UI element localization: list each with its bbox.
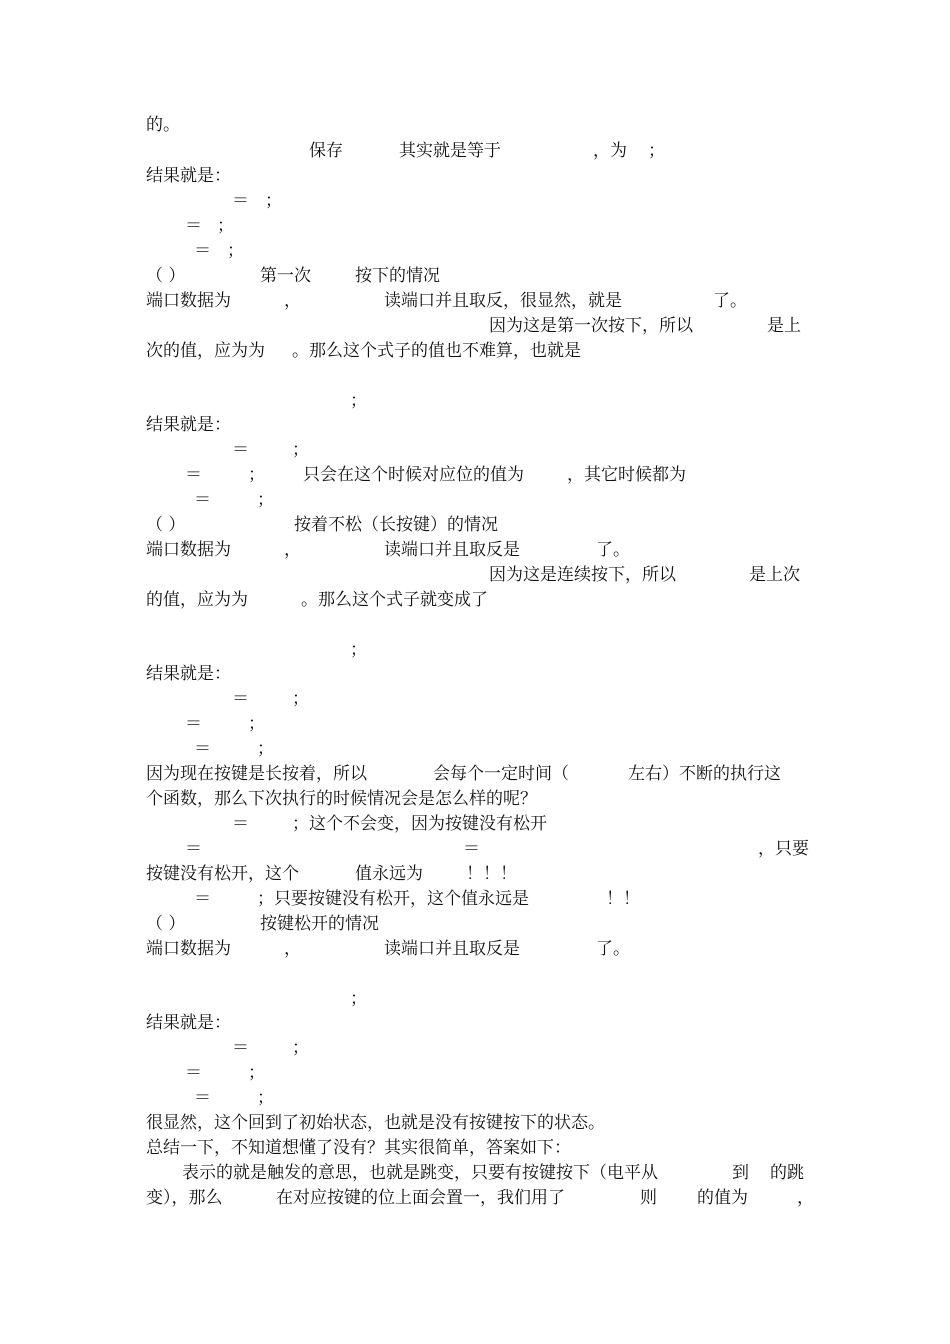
text-fragment: 的跳: [770, 1163, 804, 1183]
text-fragment: ，: [797, 1188, 814, 1208]
text-fragment: 左右）不断的执行这: [628, 764, 781, 784]
text-fragment: 结果就是：: [146, 1013, 231, 1033]
text-fragment: ＝: [185, 714, 202, 734]
text-fragment: ＝: [194, 739, 211, 759]
text-fragment: 端口数据为: [146, 939, 231, 959]
text-fragment: ＝: [232, 1038, 249, 1058]
text-fragment: 端口数据为: [146, 291, 231, 311]
text-fragment: ，为: [593, 141, 627, 161]
text-line: [146, 165, 231, 187]
text-fragment: 读端口并且取反是: [384, 939, 520, 959]
text-fragment: （ ）: [146, 914, 186, 934]
text-fragment: ；: [265, 191, 282, 211]
text-fragment: 的。: [146, 115, 180, 135]
text-fragment: 则: [640, 1188, 657, 1208]
text-fragment: ；: [248, 1063, 265, 1083]
text-fragment: 保存: [309, 141, 343, 161]
text-fragment: ＝: [194, 889, 211, 909]
text-fragment: ＝: [194, 241, 211, 261]
text-fragment: 结果就是：: [146, 415, 231, 435]
text-fragment: ！！！: [466, 864, 517, 884]
text-fragment: ；这个不会变，因为按键没有松开: [292, 814, 547, 834]
text-fragment: 端口数据为: [146, 540, 231, 560]
text-fragment: 的值，应为为: [146, 590, 248, 610]
text-fragment: 到: [732, 1163, 749, 1183]
text-fragment: 因为这是连续按下，所以: [489, 565, 676, 585]
text-fragment: 次的值，应为为: [146, 341, 265, 361]
text-fragment: ＝: [194, 1088, 211, 1108]
text-fragment: 只会在这个时候对应位的值为: [303, 465, 524, 485]
text-fragment: 按着不松（长按键）的情况: [294, 515, 498, 535]
text-fragment: ，: [284, 291, 301, 311]
text-fragment: ，只要: [758, 839, 809, 859]
text-fragment: ＝: [232, 191, 249, 211]
text-fragment: 表示的就是触发的意思，也就是跳变，只要有按键按下（电平从: [182, 1163, 658, 1183]
text-fragment: ＝: [194, 490, 211, 510]
text-line: [146, 1112, 605, 1134]
text-fragment: ；只要按键没有松开，这个值永远是: [257, 889, 529, 909]
text-fragment: 的值为: [697, 1188, 748, 1208]
text-fragment: ＝: [232, 440, 249, 460]
text-line: [146, 414, 231, 436]
text-fragment: ＝: [232, 814, 249, 834]
text-line: [146, 663, 231, 685]
text-fragment: ；: [227, 241, 244, 261]
text-fragment: 。那么这个式子的值也不难算，也就是: [292, 341, 581, 361]
text-fragment: ＝: [232, 689, 249, 709]
text-fragment: 按键松开的情况: [260, 914, 379, 934]
text-fragment: ，: [284, 540, 301, 560]
text-fragment: ＝: [185, 1063, 202, 1083]
text-fragment: ；: [257, 490, 274, 510]
text-fragment: ；: [257, 739, 274, 759]
text-fragment: 个函数，那么下次执行的时候情况会是怎么样的呢？: [146, 789, 537, 809]
text-fragment: ；: [292, 440, 309, 460]
text-fragment: 结果就是：: [146, 166, 231, 186]
text-fragment: 按键没有松开，这个: [146, 864, 299, 884]
text-fragment: 第一次: [260, 266, 311, 286]
text-fragment: 。那么这个式子就变成了: [301, 590, 488, 610]
text-fragment: （ ）: [146, 266, 186, 286]
text-fragment: ；: [257, 1088, 274, 1108]
text-fragment: 读端口并且取反是: [384, 540, 520, 560]
text-fragment: ；: [248, 465, 265, 485]
text-fragment: 值永远为: [355, 864, 423, 884]
text-fragment: ，其它时候都为: [567, 465, 686, 485]
text-fragment: ；: [350, 640, 367, 660]
text-fragment: 是上: [767, 316, 801, 336]
text-fragment: 因为现在按键是长按着，所以: [146, 764, 367, 784]
text-fragment: 因为这是第一次按下，所以: [489, 316, 693, 336]
text-fragment: ＝: [463, 839, 480, 859]
text-fragment: 是上次: [749, 565, 800, 585]
text-fragment: ；: [350, 989, 367, 1009]
text-fragment: ＝: [185, 465, 202, 485]
text-fragment: ；: [217, 216, 234, 236]
text-fragment: 结果就是：: [146, 664, 231, 684]
text-fragment: 按下的情况: [355, 266, 440, 286]
text-fragment: （ ）: [146, 515, 186, 535]
text-fragment: ＝: [185, 216, 202, 236]
text-line: [146, 1137, 571, 1159]
text-fragment: 总结一下，不知道想懂了没有？其实很简单，答案如下：: [146, 1138, 571, 1158]
text-fragment: ＝: [185, 839, 202, 859]
text-fragment: 会每个一定时间（: [433, 764, 569, 784]
text-fragment: ，: [284, 939, 301, 959]
text-fragment: 变），那么: [146, 1188, 223, 1208]
text-line: [146, 1012, 231, 1034]
text-line: [146, 788, 537, 810]
text-fragment: ！！: [606, 889, 640, 909]
text-fragment: 了。: [713, 291, 747, 311]
text-fragment: 了。: [596, 939, 630, 959]
text-fragment: 很显然，这个回到了初始状态，也就是没有按键按下的状态。: [146, 1113, 605, 1133]
text-fragment: 其实就是等于: [399, 141, 501, 161]
text-fragment: ；: [648, 141, 665, 161]
text-fragment: 读端口并且取反，很显然，就是: [384, 291, 622, 311]
text-fragment: ；: [292, 1038, 309, 1058]
text-fragment: ；: [350, 391, 367, 411]
text-fragment: 了。: [596, 540, 630, 560]
text-line: [146, 114, 180, 136]
text-fragment: 在对应按键的位上面会置一，我们用了: [276, 1188, 565, 1208]
text-fragment: ；: [248, 714, 265, 734]
text-fragment: ；: [292, 689, 309, 709]
